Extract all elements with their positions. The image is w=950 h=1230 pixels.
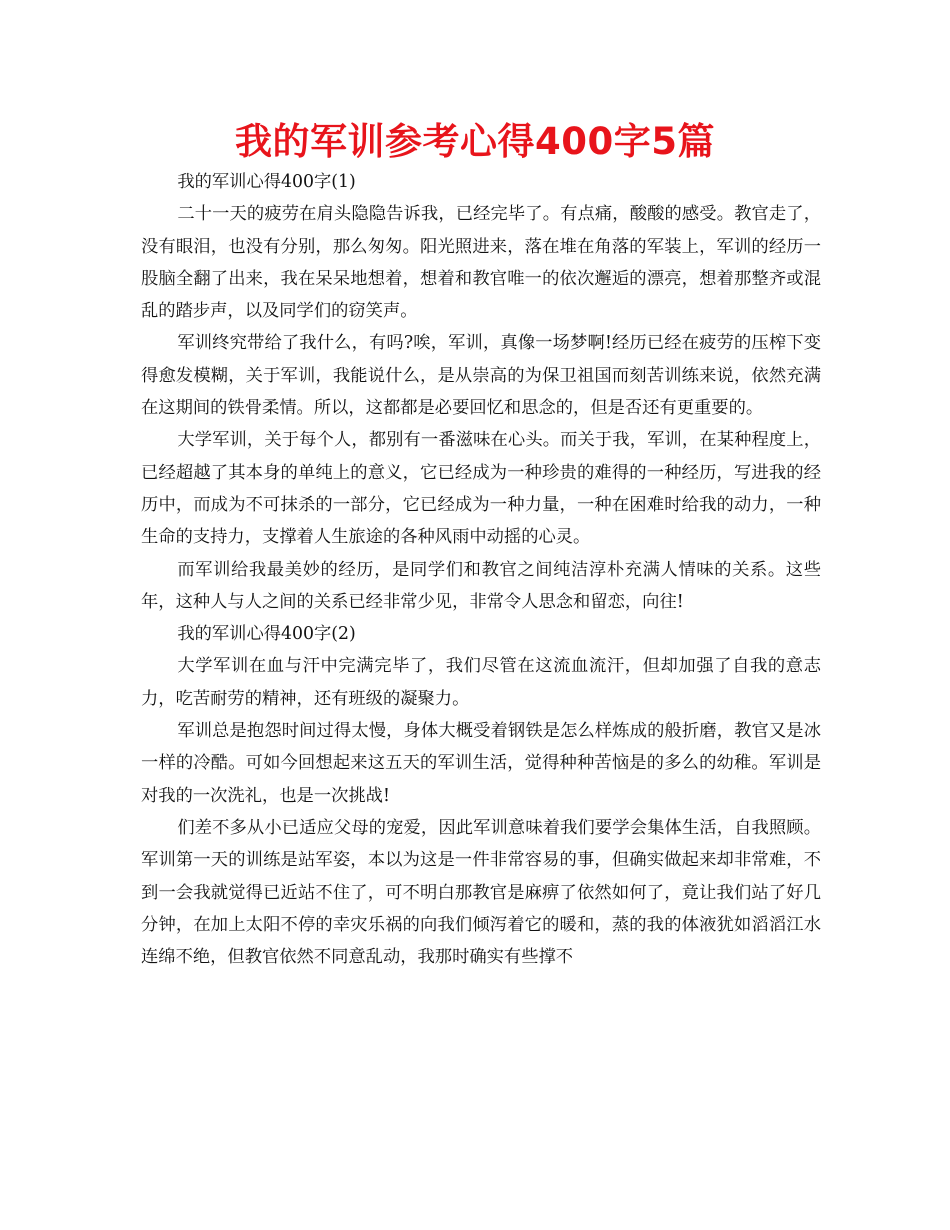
- paragraph: 大学军训在血与汗中完满完毕了，我们尽管在这流血流汗，但却加强了自我的意志力，吃苦耐劳的精神，还有班级的凝聚力。: [141, 656, 821, 709]
- paragraph: 军训终究带给了我什么，有吗?唉，军训，真像一场梦啊!经历已经在疲劳的压榨下变得愈发模糊，关于军训，我能说什么，是从崇高的为保卫祖国而刻苦训练来说，依然充满在这期间的铁骨柔情。所以，这都都是必要回忆和思念的，但是否还有更重要的。: [141, 333, 821, 419]
- document-body: [141, 166, 821, 973]
- section-heading: 我的军训心得400字(2): [177, 624, 356, 645]
- paragraph: 而军训给我最美妙的经历，是同学们和教官之间纯洁淳朴充满人情味的关系。这些年，这种人与人之间的关系已经非常少见，非常令人思念和留恋，向往!: [141, 559, 821, 612]
- paragraph: 大学军训，关于每个人，都别有一番滋味在心头。而关于我，军训，在某种程度上，已经超越了其本身的单纯上的意义，它已经成为一种珍贵的难得的一种经历，写进我的经历中，而成为不可抹杀的一部分，它已经成为一种力量，一种在困难时给我的动力，一种生命的支持力，支撑着人生旅途的各种风雨中动摇的心灵。: [141, 430, 821, 548]
- document-title: 我的军训参考心得400字5篇: [235, 120, 715, 163]
- paragraph: 们差不多从小已适应父母的宠爱，因此军训意味着我们要学会集体生活，自我照顾。军训第一天的训练是站军姿，本以为这是一件非常容易的事，但确实做起来却非常难，不到一会我就觉得已近站不住了，可不明白那教官是麻痹了依然如何了，竟让我们站了好几分钟，在加上太阳不停的幸灾乐祸的向我们倾泻着它的暖和，蒸的我的体液犹如滔滔江水连绵不绝，但教官依然不同意乱动，我那时确实有些撑不: [141, 817, 821, 968]
- paragraph: 二十一天的疲劳在肩头隐隐告诉我，已经完毕了。有点痛，酸酸的感受。教官走了，没有眼泪，也没有分别，那么匆匆。阳光照进来，落在堆在角落的军装上，军训的经历一股脑全翻了出来，我在呆呆地想着，想着和教官唯一的依次邂逅的漂亮，想着那整齐或混乱的踏步声，以及同学们的窃笑声。: [141, 204, 821, 322]
- paragraph: 军训总是抱怨时间过得太慢，身体大概受着钢铁是怎么样炼成的般折磨，教官又是冰一样的冷酷。可如今回想起来这五天的军训生活，觉得种种苦恼是的多么的幼稚。军训是对我的一次洗礼，也是一次挑战!: [141, 721, 821, 806]
- section-heading: 我的军训心得400字(1): [177, 172, 356, 192]
